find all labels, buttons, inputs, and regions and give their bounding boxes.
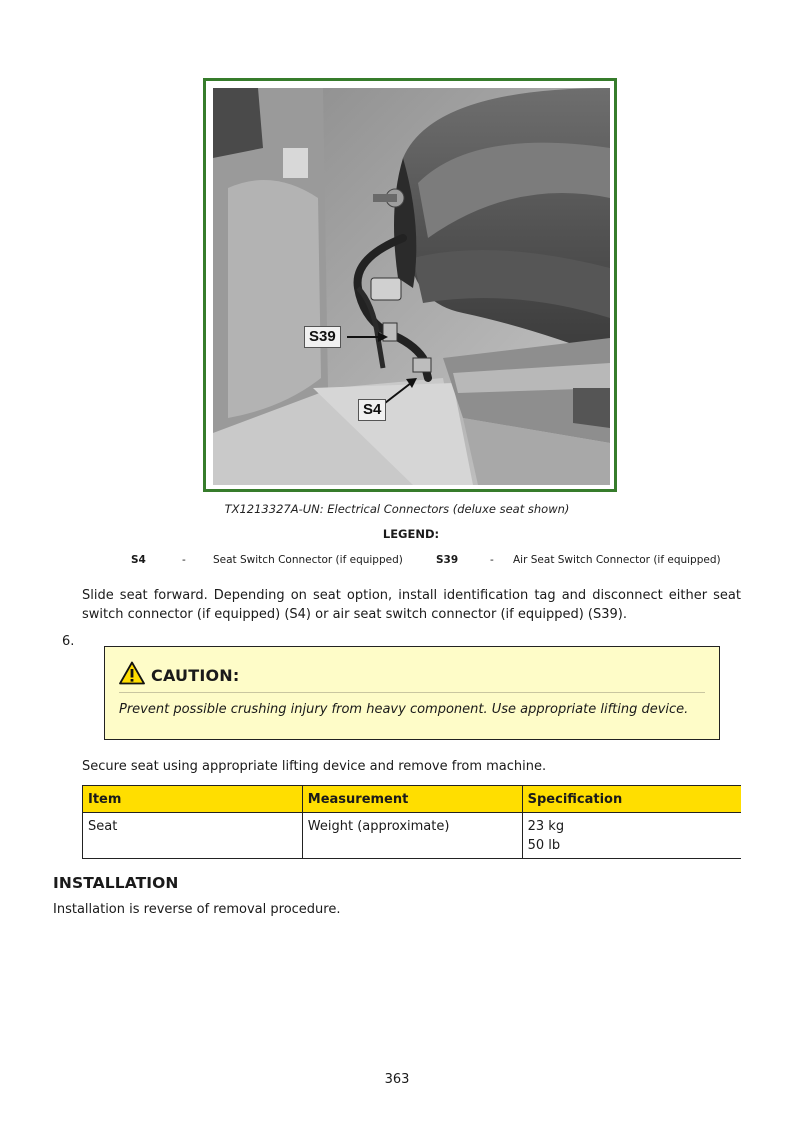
step5-paragraph: Slide seat forward. Depending on seat option, install identification tag and disconnect either seat switch connector (if equipped) (S4) or air seat switch connector (if equipped) (S39). xyxy=(82,588,741,622)
callout-s4: S4 xyxy=(358,399,386,421)
cell-measurement: Weight (approximate) xyxy=(302,813,522,859)
caution-text: Prevent possible crushing injury from heavy component. Use appropriate lifting device. xyxy=(119,702,689,717)
callout-s39: S39 xyxy=(304,326,341,348)
spec-metric: 23 kg xyxy=(527,819,565,834)
caution-box xyxy=(104,646,720,740)
installation-heading: INSTALLATION xyxy=(53,874,179,892)
table-row xyxy=(83,813,742,859)
figure-caption: TX1213327A-UN: Electrical Connectors (deluxe seat shown) xyxy=(224,502,570,516)
spec-imperial: 50 lb xyxy=(527,838,561,853)
installation-text: Installation is reverse of removal procedure. xyxy=(53,902,341,917)
legend-dash-s39: - xyxy=(490,554,494,566)
seat-connector-photo xyxy=(213,88,610,485)
legend-code-s39: S39 xyxy=(436,554,459,566)
header-measurement: Measurement xyxy=(302,786,522,813)
page-number: 363 xyxy=(384,1072,410,1087)
step6-instruction: Secure seat using appropriate lifting device and remove from machine. xyxy=(82,759,547,774)
step-number: 6. xyxy=(62,634,75,649)
legend-title: LEGEND: xyxy=(382,527,440,541)
caution-header xyxy=(119,661,239,689)
spec-table xyxy=(82,785,741,859)
warning-triangle-icon xyxy=(119,661,145,689)
caution-divider xyxy=(119,692,705,693)
legend-code-s4: S4 xyxy=(131,554,146,566)
cell-item: Seat xyxy=(83,813,303,859)
figure-frame xyxy=(203,78,617,492)
cell-specification xyxy=(522,813,741,859)
header-item: Item xyxy=(83,786,303,813)
spec-table-header xyxy=(83,786,742,813)
legend-desc-s4: Seat Switch Connector (if equipped) xyxy=(213,554,403,566)
legend-desc-s39: Air Seat Switch Connector (if equipped) xyxy=(513,554,721,566)
header-specification: Specification xyxy=(522,786,741,813)
caution-title: CAUTION: xyxy=(151,665,240,685)
legend-dash-s4: - xyxy=(182,554,186,566)
